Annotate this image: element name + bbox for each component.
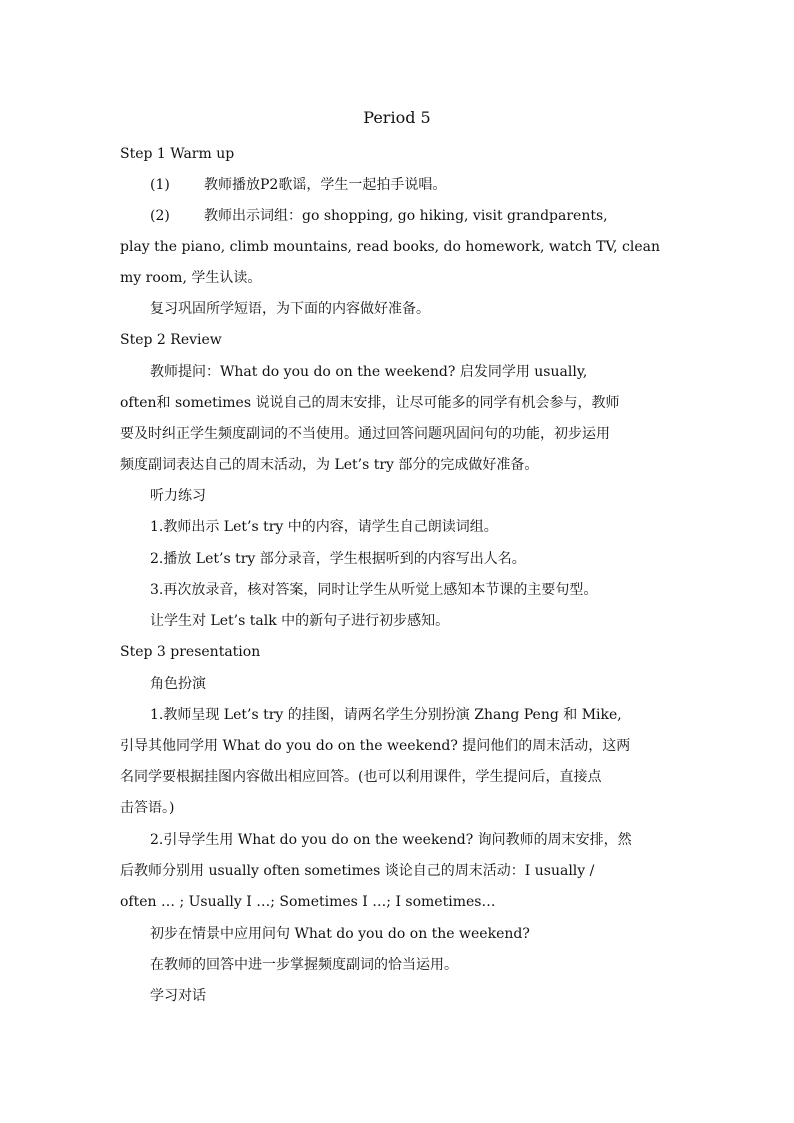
listening-item: 2.播放 Let’s try 部分录音，学生根据听到的内容写出人名。 [150,551,526,567]
item-number: (1) [150,177,170,193]
item-number: (2) [150,208,170,224]
step1-summary: 复习巩固所学短语，为下面的内容做好准备。 [150,301,430,317]
roleplay-line: 在教师的回答中进一步掌握频度副词的恰当运用。 [150,957,458,973]
roleplay-line: 1.教师呈现 Let’s try 的挂图，请两名学生分别扮演 Zhang Peng 和 Mike, [150,707,622,723]
step2-heading: Step 2 Review [120,332,222,348]
item-text: 教师播放P2歌谣，学生一起拍手说唱。 [204,177,447,193]
listening-item: 1.教师出示 Let’s try 中的内容，请学生自己朗读词组。 [150,519,498,535]
step2-paragraph-line: often和 sometimes 说说自己的周末安排，让尽可能多的同学有机会参与，教师 [120,395,620,411]
step2-paragraph-line: 频度副词表达自己的周末活动，为 Let’s try 部分的完成做好准备。 [120,457,539,473]
roleplay-line: 名同学要根据挂图内容做出相应回答。(也可以利用课件，学生提问后，直接点 [120,769,602,785]
step1-heading: Step 1 Warm up [120,146,235,162]
roleplay-line: often … ; Usually I …; Sometimes I …; I sometimes… [120,894,496,910]
step1-item2-cont1: play the piano, climb mountains, read books, do homework, watch TV, clean [120,239,661,255]
step1-item2 [150,206,680,226]
listening-note: 让学生对 Let’s talk 中的新句子进行初步感知。 [150,613,450,629]
roleplay-line: 引导其他同学用 What do you do on the weekend? 提问他们的周末活动，这两 [120,738,631,754]
roleplay-line: 后教师分别用 usually often sometimes 谈论自己的周末活动：I usually / [120,863,595,879]
step1-item1 [150,175,680,195]
roleplay-line: 初步在情景中应用问句 What do you do on the weekend? [150,926,530,942]
roleplay-line: 击答语。) [120,800,175,816]
item-text: 教师出示词组：go shopping, go hiking, visit grandparents, [204,208,608,224]
listening-item: 3.再次放录音，核对答案，同时让学生从听觉上感知本节课的主要句型。 [150,582,598,598]
step2-paragraph-line: 要及时纠正学生频度副词的不当使用。通过回答问题巩固问句的功能，初步运用 [120,426,610,442]
listening-heading: 听力练习 [150,488,206,504]
roleplay-heading: 角色扮演 [150,676,206,692]
step1-item2-cont2: my room, 学生认读。 [120,270,262,286]
step2-paragraph-line: 教师提问：What do you do on the weekend? 启发同学用 usually, [150,364,588,380]
step3-heading: Step 3 presentation [120,644,261,660]
dialogue-heading: 学习对话 [150,988,206,1004]
roleplay-line: 2.引导学生用 What do you do on the weekend? 询问教师的周末安排，然 [150,832,632,848]
page-title: Period 5 [363,108,431,127]
